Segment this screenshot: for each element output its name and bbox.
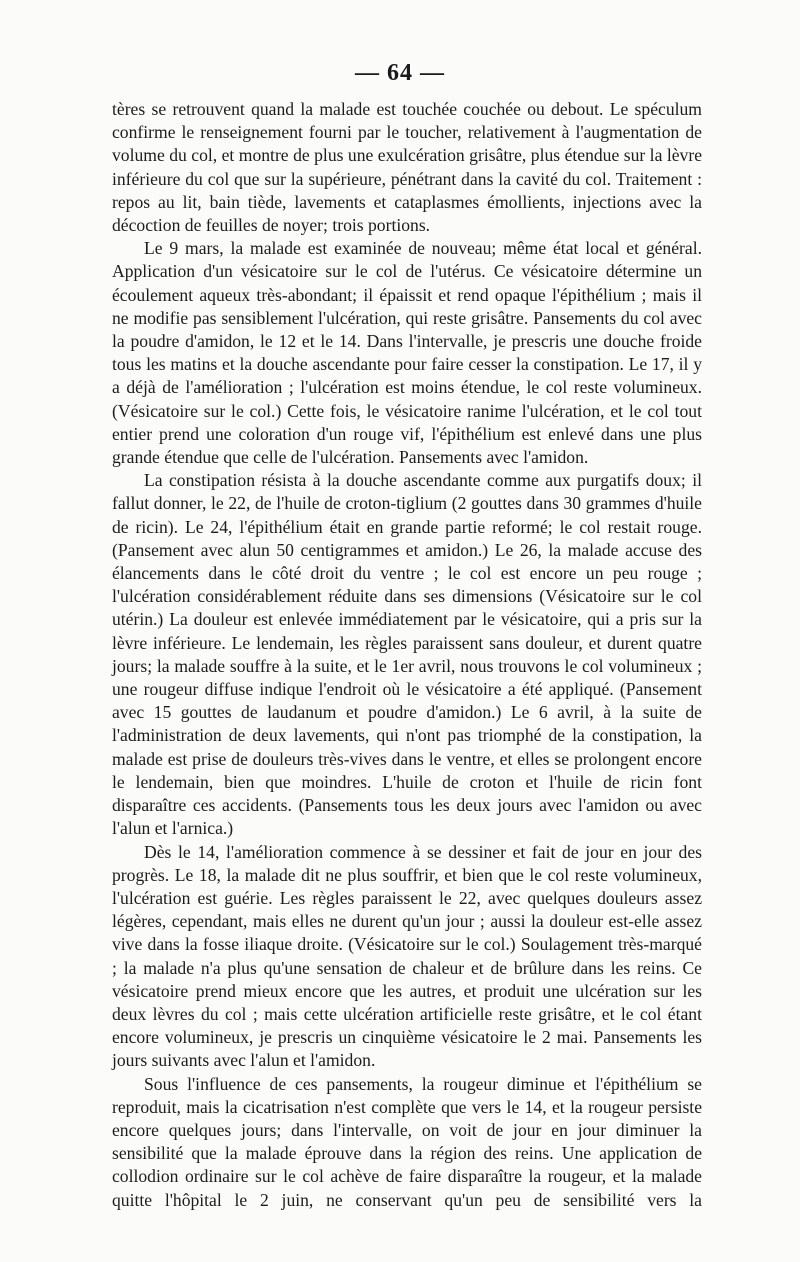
- paragraph-14: Dès le 14, l'amélioration commence à se dessiner et fait de jour en jour des progrès. Le 18, la malade dit ne plus souffrir, et bien que le col reste volumineux, l'ulcération est guérie. Les règles paraissent le 22, avec quelques douleurs assez légères, cependant, mais elles ne durent qu'un jour ; aussi la douleur est-elle assez vive dans la fosse iliaque droite. (Vésicatoire sur le col.) Soulagement très-marqué ; la malade n'a plus qu'une sensation de chaleur et de brûlure dans les reins. Ce vésicatoire prend mieux encore que les autres, et produit une ulcération sur les deux lèvres du col ; mais cette ulcération artificielle reste grisâtre, et le col étant encore volumineux, je prescris un cinquième vésicatoire le 2 mai. Pansements les jours suivants avec l'alun et l'amidon.: [112, 841, 702, 1071]
- paragraph-9-mars: Le 9 mars, la malade est examinée de nouveau; même état local et général. Application d'un vésicatoire sur le col de l'utérus. Ce vésicatoire détermine un écoulement aqueux très-abondant; il épaissit et rend opaque l'épithélium ; mais il ne modifie pas sensiblement l'ulcération, qui reste grisâtre. Pansements du col avec la poudre d'amidon, le 12 et le 14. Dans l'intervalle, je prescris une douche froide tous les matins et la douche ascendante pour faire cesser la constipation. Le 17, il y a déjà de l'amélioration ; l'ulcération est moins étendue, le col reste volumineux. (Vésicatoire sur le col.) Cette fois, le vésicatoire ranime l'ulcération, et le col tout entier prend une coloration d'un rouge vif, l'épithélium est enlevé dans une plus grande étendue que celle de l'ulcération. Pansements avec l'amidon.: [112, 238, 702, 468]
- paragraph-continuation: tères se retrouvent quand la malade est touchée couchée ou debout. Le spéculum confirme le renseignement fourni par le toucher, relativement à l'augmentation de volume du col, et montre de plus une exulcération grisâtre, plus étendue sur la lèvre inférieure du col que sur la supérieure, pénétrant dans la cavité du col. Traitement : repos au lit, bain tiède, lavements et cataplasmes émollients, injections avec la décoction de feuilles de noyer; trois portions.: [112, 99, 702, 236]
- body-text: [112, 98, 702, 1212]
- last-paragraph-wrapper: [112, 1073, 702, 1212]
- paragraph-constipation: La constipation résista à la douche ascendante comme aux purgatifs doux; il fallut donner, le 22, de l'huile de croton-tiglium (2 gouttes dans 30 grammes d'huile de ricin). Le 24, l'épithélium était en grande partie reformé; le col restait rouge. (Pansement avec alun 50 centigrammes et amidon.) Le 26, la malade accuse des élancements dans le côté droit du ventre ; le col est encore un peu rouge ; l'ulcération considérablement réduite dans ses dimensions (Vésicatoire sur le col utérin.) La douleur est enlevée immédiatement par le vésicatoire, qui a pris sur la lèvre inférieure. Le lendemain, les règles paraissent sans douleur, et durent quatre jours; la malade souffre à la suite, et le 1er avril, nous trouvons le col volumineux ; une rougeur diffuse indique l'endroit où le vésicatoire a été appliqué. (Pansement avec 15 gouttes de laudanum et poudre d'amidon.) Le 6 avril, à la suite de l'administration de deux lavements, qui n'ont pas triomphé de la constipation, la malade est prise de douleurs très-vives dans le ventre, et elles se prolongent encore le lendemain, bien que moindres. L'huile de croton et l'huile de ricin font disparaître ces accidents. (Pansements tous les deux jours avec l'amidon ou avec l'alun et l'arnica.): [112, 470, 702, 839]
- paragraph-influence: Sous l'influence de ces pansements, la rougeur diminue et l'épithélium se reproduit, mais la cicatrisation n'est complète que vers le 14, et la rougeur persiste encore quelques jours; dans l'intervalle, on voit de jour en jour diminuer la sensibilité que la malade éprouve dans la région des reins. Une application de collodion ordinaire sur le col achève de faire disparaître la rougeur, et la malade quitte l'hôpital le 2 juin, ne conservant qu'un peu de sensibilité vers la: [112, 1073, 702, 1210]
- page-number: — 64 —: [355, 60, 445, 86]
